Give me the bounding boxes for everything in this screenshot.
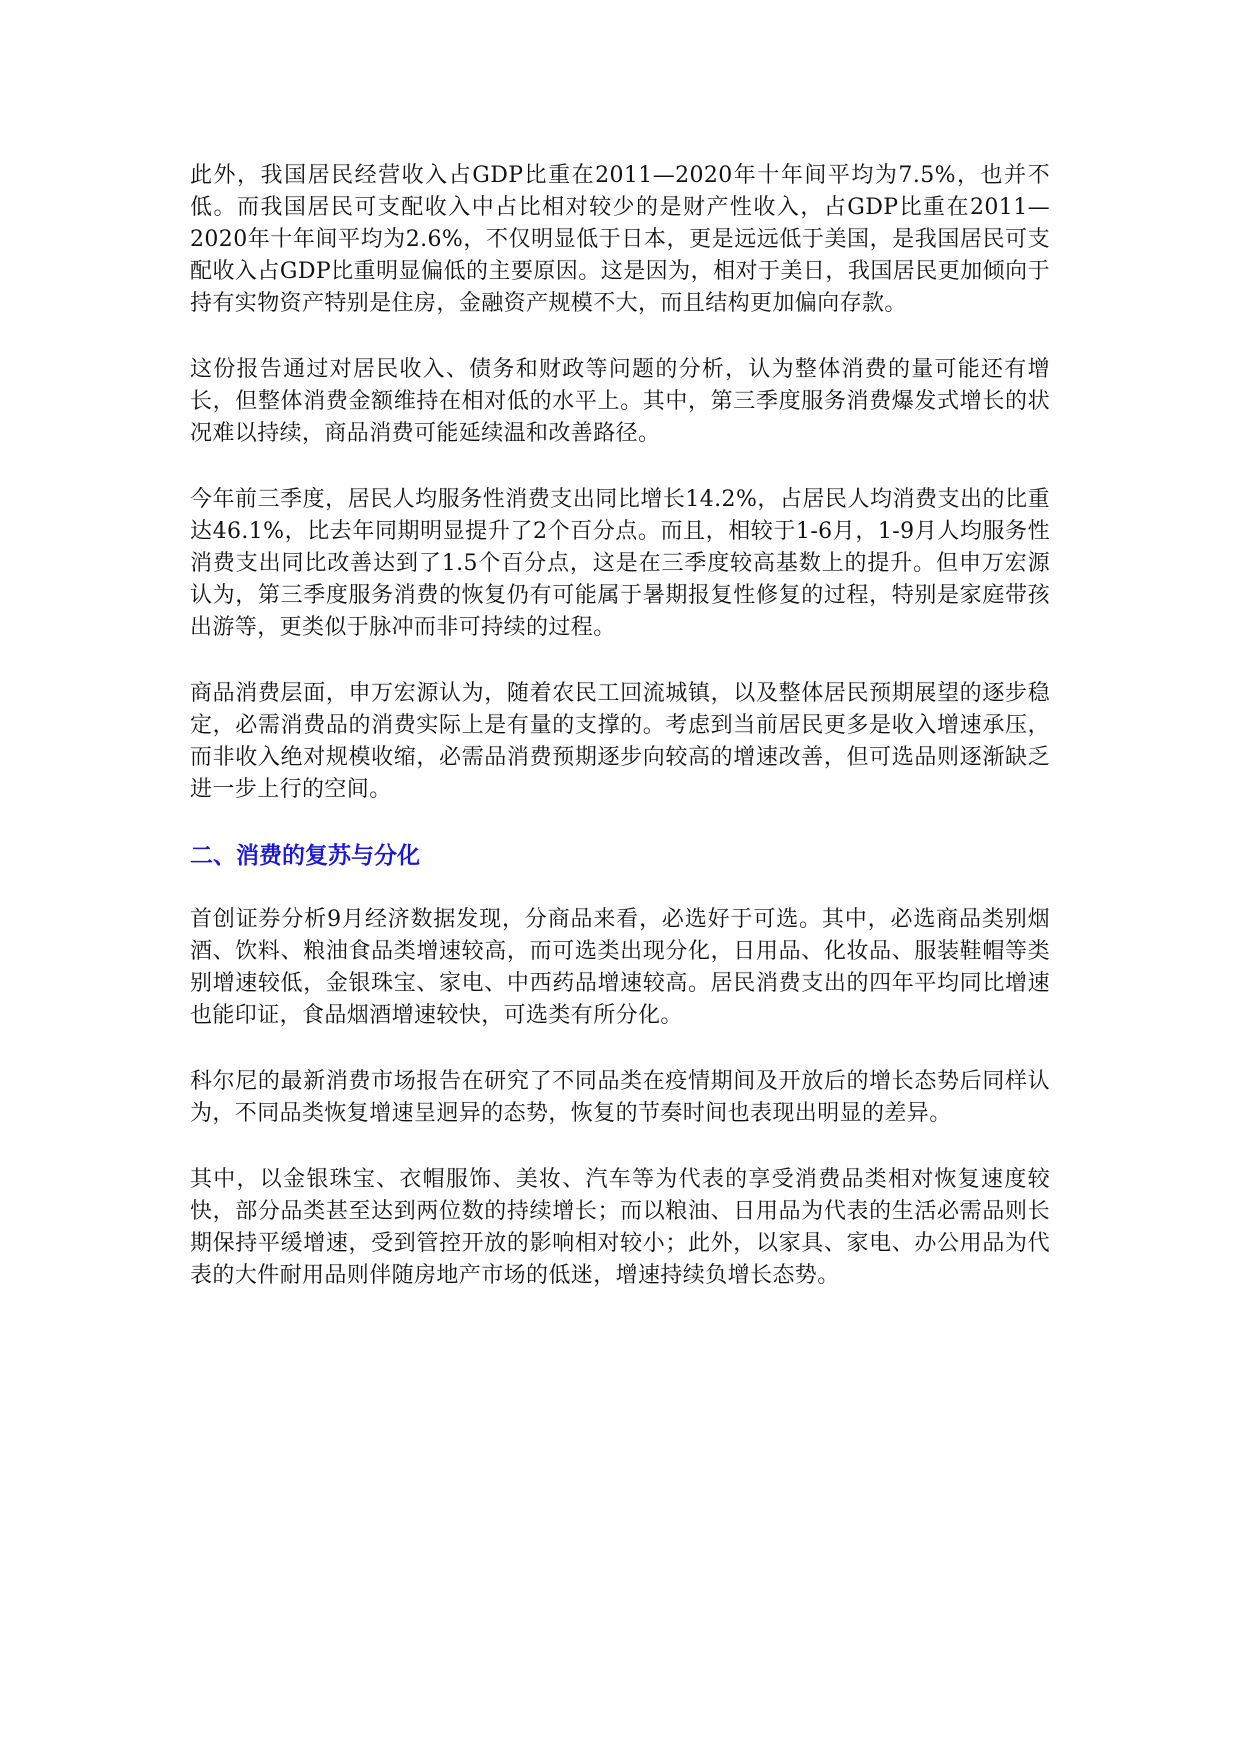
- document-page: [190, 160, 1050, 1326]
- paragraph-category-details: 其中，以金银珠宝、衣帽服饰、美妆、汽车等为代表的享受消费品类相对恢复速度较快，部分品类甚至达到两位数的持续增长；而以粮油、日用品为代表的生活必需品则长期保持平缓增速，受到管控开放的影响相对较小；此外，以家具、家电、办公用品为代表的大件耐用品则伴随房地产市场的低迷，增速持续负增长态势。: [190, 1167, 1050, 1288]
- paragraph-property-income: 此外，我国居民经营收入占GDP比重在2011—2020年十年间平均为7.5%，也并不低。而我国居民可支配收入中占比相对较少的是财产性收入，占GDP比重在2011—2020年十年间平均为2.6%，不仅明显低于日本，更是远远低于美国，是我国居民可支配收入占GDP比重明显偏低的主要原因。这是因为，相对于美日，我国居民更加倾向于持有实物资产特别是住房，金融资产规模不大，而且结构更加偏向存款。: [190, 163, 1050, 316]
- paragraph-service-consumption: 今年前三季度，居民人均服务性消费支出同比增长14.2%，占居民人均消费支出的比重达46.1%，比去年同期明显提升了2个百分点。而且，相较于1-6月，1-9月人均服务性消费支出同比改善达到了1.5个百分点，这是在三季度较高基数上的提升。但申万宏源认为，第三季度服务消费的恢复仍有可能属于暑期报复性修复的过程，特别是家庭带孩出游等，更类似于脉冲而非可持续的过程。: [190, 487, 1050, 640]
- paragraph-report-summary: 这份报告通过对居民收入、债务和财政等问题的分析，认为整体消费的量可能还有增长，但整体消费金额维持在相对低的水平上。其中，第三季度服务消费爆发式增长的状况难以持续，商品消费可能延续温和改善路径。: [190, 357, 1050, 446]
- section-heading: 二、消费的复苏与分化: [190, 843, 420, 869]
- paragraph-september-data: 首创证券分析9月经济数据发现，分商品来看，必选好于可选。其中，必选商品类别烟酒、饮料、粮油食品类增速较高，而可选类出现分化，日用品、化妆品、服装鞋帽等类别增速较低，金银珠宝、家电、中西药品增速较高。居民消费支出的四年平均同比增速也能印证，食品烟酒增速较快，可选类有所分化。: [190, 907, 1050, 1028]
- paragraph-kearney-report: 科尔尼的最新消费市场报告在研究了不同品类在疫情期间及开放后的增长态势后同样认为，不同品类恢复增速呈迥异的态势，恢复的节奏时间也表现出明显的差异。: [190, 1069, 1050, 1126]
- paragraph-goods-consumption: 商品消费层面，申万宏源认为，随着农民工回流城镇，以及整体居民预期展望的逐步稳定，必需消费品的消费实际上是有量的支撑的。考虑到当前居民更多是收入增速承压，而非收入绝对规模收缩，必需品消费预期逐步向较高的增速改善，但可选品则逐渐缺乏进一步上行的空间。: [190, 681, 1050, 802]
